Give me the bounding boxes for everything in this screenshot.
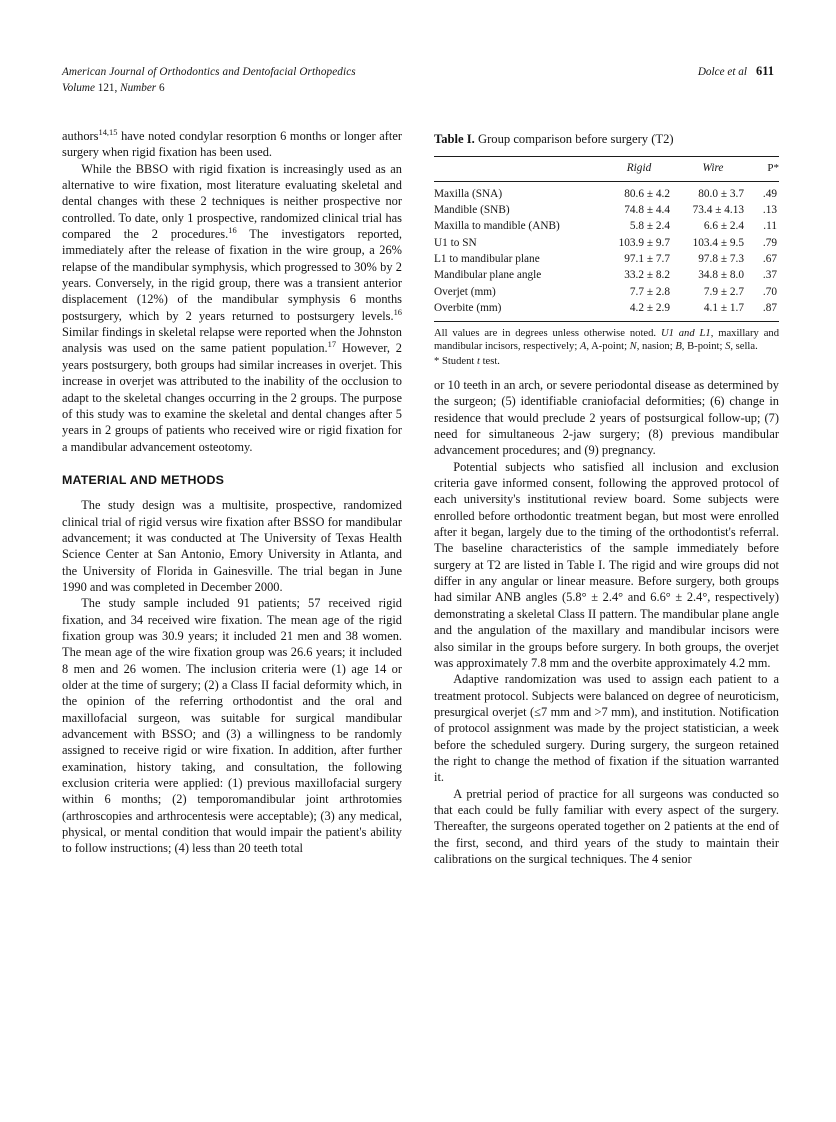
cell-wire: 73.4 ± 4.13 bbox=[692, 203, 744, 216]
cell-rigid: 4.2 ± 2.9 bbox=[629, 302, 670, 315]
table-caption bbox=[434, 131, 779, 148]
cell-rigid: 97.1 ± 7.7 bbox=[624, 253, 670, 266]
paragraph-potential-subjects: Potential subjects who satisfied all inclusion and exclusion criteria gave informed consent, following the approved protocol of each university's institutional review board. Some subjects were enrolled before orthodontic treatment began, but most were enrolled after it began, largely due to the timing of the orthodontist's referral. The baseline characteristics of the sample immediately before surgery at T2 are listed in Table I. The rigid and wire groups did not differ in any angular or linear measure. Before surgery, both groups had similar ANB angles (5.8° ± 2.4° and 6.6° ± 2.4°, respectively) demonstrating a skeletal Class II pattern. The mandibular plane angle and the angulation of the maxillary and mandibular incisors were also similar in the groups before surgery. In both groups, the overjet was approximately 7.8 mm and the overbite approximately 4.2 mm. bbox=[434, 459, 779, 670]
cell-p: .49 bbox=[750, 181, 779, 202]
cell-measure: Mandible (SNB) bbox=[434, 203, 510, 216]
right-text-column bbox=[434, 377, 779, 867]
volume-issue-line bbox=[62, 81, 165, 97]
cell-measure: Overbite (mm) bbox=[434, 302, 502, 315]
reference-marker-14-15: 14,15 bbox=[98, 126, 118, 137]
cell-measure: Mandibular plane angle bbox=[434, 269, 542, 282]
volume-label: Volume bbox=[62, 81, 95, 94]
table-row bbox=[434, 202, 779, 218]
column-header-p: P* bbox=[750, 157, 779, 182]
cell-wire: 103.4 ± 9.5 bbox=[692, 236, 744, 249]
reference-marker-16b: 16 bbox=[393, 306, 402, 317]
table-footer-rule bbox=[434, 321, 779, 322]
running-head bbox=[62, 64, 774, 96]
footnote-part-a: * Student bbox=[434, 356, 477, 367]
cell-measure: L1 to mandibular plane bbox=[434, 253, 540, 266]
note-italic-b: B bbox=[675, 341, 682, 353]
cell-measure: Maxilla (SNA) bbox=[434, 181, 602, 202]
cell-wire: 80.0 ± 3.7 bbox=[676, 181, 750, 202]
note-part-b: , maxillary and mandibular incisors, respectively; bbox=[434, 327, 779, 353]
table-row bbox=[434, 251, 779, 267]
note-italic-n: N bbox=[629, 341, 637, 353]
footnote-italic-t: t bbox=[476, 356, 480, 367]
column-header-measure bbox=[434, 157, 602, 182]
cell-wire: 97.8 ± 7.3 bbox=[698, 253, 744, 266]
cell-p: .11 bbox=[763, 220, 777, 233]
authors-short: Dolce et al bbox=[697, 66, 747, 78]
table-header bbox=[434, 157, 779, 182]
table-bottom-rule-row bbox=[434, 321, 779, 322]
table-row bbox=[434, 284, 779, 300]
reference-marker-16a: 16 bbox=[228, 224, 237, 235]
column-header-rigid: Rigid bbox=[602, 157, 676, 182]
cell-measure: Overjet (mm) bbox=[434, 285, 496, 298]
para1-part-b: have noted condylar resorption 6 months or longer after surgery when rigid fixation has been used. bbox=[62, 129, 402, 160]
paragraph-study-sample: The study sample included 91 patients; 57 received rigid fixation, and 34 received wire fixation. The mean age of the rigid fixation group was 30.9 years; it included 21 men and 38 women. The mean age of the wire fixation group was 26.6 years; it included 8 men and 26 women. The inclusion criteria were (1) age 14 or older at the time of surgery; (2) a Class II facial deformity which, in the opinion of the referring orthodontist and the oral and maxillofacial surgeon, was suitable for surgical mandibular advancement with BSSO; and (3) a willingness to be randomly assigned to receive rigid or wire fixation. In addition, after further examination, history taking, and consultation, the following exclusion criteria were applied: (1) previous maxillofacial surgery within 6 months; (2) temporomandibular joint arthrotomies (arthroscopies and arthrocentesis were acceptable); (3) any medical, physical, or mental condition that would impair the patient's ability to follow instructions; (4) less than 20 teeth total bbox=[62, 596, 402, 856]
section-heading-material-and-methods: MATERIAL AND METHODS bbox=[62, 472, 225, 487]
cell-rigid: 7.7 ± 2.8 bbox=[629, 285, 670, 298]
note-italic-u1-l1: U1 and L1 bbox=[660, 327, 711, 339]
cell-measure: Maxilla to mandible (ANB) bbox=[434, 220, 560, 233]
paragraph-adaptive-randomization: Adaptive randomization was used to assign each patient to a treatment protocol. Subjects were balanced on degree of neuroticism, presurgical overjet (≤7 mm and >7 mm), and institution. Notification of protocol assignment was made by the project statistician, a week before the scheduled surgery. During surgery, the surgeon retained the right to change the method of fixation if the situation warranted it. bbox=[434, 672, 779, 785]
group-comparison-table bbox=[434, 156, 779, 322]
paragraph-study-design: The study design was a multisite, prospective, randomized clinical trial of rigid versus wire fixation after BSSO for mandibular advancement; it was conducted at The University of Texas Health Science Center at San Antonio, Emory University in Atlanta, and the University of Florida in Gainesville. The trial began in June 1990 and was completed in December 2000. bbox=[62, 498, 402, 594]
paragraph-continuation bbox=[62, 128, 402, 161]
left-text-column bbox=[62, 128, 402, 857]
cell-p: .13 bbox=[762, 203, 777, 216]
reference-marker-17: 17 bbox=[327, 339, 337, 350]
cell-p: .70 bbox=[762, 285, 777, 298]
table-label: Table I. bbox=[434, 132, 475, 146]
note-part-d: , nasion; bbox=[636, 341, 676, 353]
para1-part-a: authors bbox=[62, 129, 99, 143]
note-part-e: , B-point; bbox=[681, 341, 726, 353]
page-number: 611 bbox=[755, 64, 774, 78]
journal-title: American Journal of Orthodontics and Dentofacial Orthopedics bbox=[62, 66, 356, 78]
para2-part-b: The investigators reported, immediately after the release of fixation in the wire group, a 26% relapse of the mandibular symphysis, which progressed to 30% by 2 years. Conversely, in the rigid group, there was a transient anterior displacement (12%) of the mandibular symphysis 6 months postsurgery, which by 2 years returned to postsurgery levels. bbox=[62, 227, 402, 323]
table-header-row bbox=[434, 157, 779, 182]
table-bottom-rule bbox=[434, 321, 779, 322]
note-part-a: All values are in degrees unless otherwise noted. bbox=[434, 327, 661, 339]
running-head-authors-page bbox=[698, 64, 774, 81]
note-part-c: , A-point; bbox=[586, 341, 630, 353]
footnote-part-b: test. bbox=[479, 356, 500, 367]
cell-p: .67 bbox=[762, 253, 777, 266]
note-italic-s: S bbox=[725, 341, 731, 353]
table-1-block bbox=[434, 131, 779, 369]
cell-wire: 7.9 ± 2.7 bbox=[703, 285, 744, 298]
table-body bbox=[434, 181, 779, 321]
cell-rigid: 74.8 ± 4.4 bbox=[624, 203, 670, 216]
cell-rigid: 103.9 ± 9.7 bbox=[618, 236, 670, 249]
cell-rigid: 80.6 ± 4.2 bbox=[602, 181, 676, 202]
cell-wire: 4.1 ± 1.7 bbox=[703, 302, 744, 315]
table-row bbox=[434, 218, 779, 234]
column-header-wire: Wire bbox=[676, 157, 750, 182]
cell-rigid: 5.8 ± 2.4 bbox=[629, 220, 670, 233]
para2-part-a: While the BBSO with rigid fixation is increasingly used as an alternative to wire fixation, most literature evaluating skeletal and dental changes with these 2 techniques is neither prospective nor controlled. To date, only 1 prospective, randomized clinical trial has compared the 2 procedures. bbox=[62, 161, 402, 242]
cell-p: .79 bbox=[762, 236, 777, 249]
table-row bbox=[434, 300, 779, 321]
cell-measure: U1 to SN bbox=[434, 236, 477, 249]
cell-p: .87 bbox=[762, 302, 777, 315]
cell-p: .37 bbox=[762, 269, 777, 282]
cell-wire: 34.8 ± 8.0 bbox=[698, 269, 744, 282]
cell-wire: 6.6 ± 2.4 bbox=[703, 220, 744, 233]
paragraph-pretrial-practice: A pretrial period of practice for all surgeons was conducted so that each could be fully familiar with every aspect of the surgery. Thereafter, the surgeons operated together on 2 patients at the end of the first, second, and third years of the study to maintain their calibrations on the surgical techniques. The 4 senior bbox=[434, 786, 779, 866]
issue-number: 6 bbox=[158, 81, 165, 94]
para2-part-c: Similar findings in skeletal relapse were reported when the Johnston analysis was used on the same patient population. bbox=[62, 325, 402, 356]
paragraph-exclusion-criteria: or 10 teeth in an arch, or severe periodontal disease as determined by the surgeon; (5) identifiable craniofacial deformities; (6) change in residence that would preclude 2 years of postsurgical follow-up; (7) need for simultaneous 2-jaw surgery; (8) previous mandibular advancement procedures; and (9) pregnancy. bbox=[434, 378, 779, 458]
table-footnote-star bbox=[434, 355, 779, 369]
note-part-f: , sella. bbox=[730, 341, 758, 353]
para2-part-d: However, 2 years postsurgery, both groups had similar increases in overjet. This increase in overjet was attributed to the inability of the occlusion to adapt to the skeletal changes occurring in the 2 groups. The purpose of this study was to examine the skeletal and dental changes after 5 years in 2 groups of patients who received wire or rigid fixation for a mandibular advancement osteotomy. bbox=[62, 341, 403, 454]
table-row bbox=[434, 181, 779, 202]
note-italic-a: A bbox=[579, 341, 587, 353]
volume-number: 121, bbox=[97, 81, 118, 94]
table-caption-text: Group comparison before surgery (T2) bbox=[478, 132, 674, 146]
paragraph-bbso bbox=[62, 161, 402, 455]
issue-label: Number bbox=[120, 81, 157, 94]
table-notes bbox=[434, 327, 779, 369]
table-row bbox=[434, 235, 779, 251]
cell-rigid: 33.2 ± 8.2 bbox=[624, 269, 670, 282]
table-row bbox=[434, 268, 779, 284]
